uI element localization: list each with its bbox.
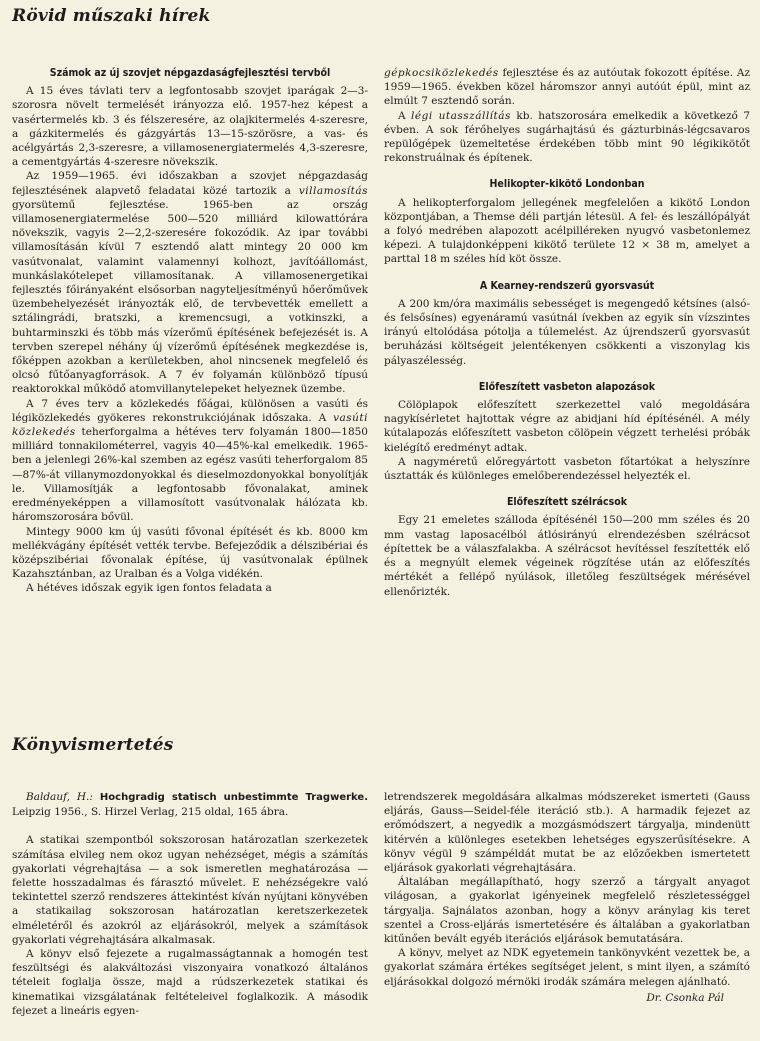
paragraph: A nagyméretű előregyártott vasbeton főtartókat a helyszínre úsztatták és különleges emelőberendezéssel helyezték el. bbox=[384, 455, 750, 483]
paragraph: A 7 éves terv a közlekedés főágai, különösen a vasúti és légiközlekedés gyökeres rekonstrukciójának időszaka. A vasúti közlekedés teherforgalma a hétéves terv folyamán 1800—1850 milliárd tonnakilométerrel, vagyis 40—45%-kal emelkedik. 1965-ben a jelenlegi 26%-kal szemben az egész vasúti teherforgalom 85—87%-át villanymozdonyokkal és dieselmozdonyokkal bonyolítják le. Villamosítják a legfontosabb fővonalakat, aminek eredményeképpen a villamosított vasútvonalak hálózata kb. háromszorosára bővül. bbox=[12, 397, 368, 524]
book-author: Baldauf, H.: bbox=[26, 791, 93, 803]
review-column-left bbox=[12, 790, 368, 1018]
paragraph: letrendszerek megoldására alkalmas módszereket ismerteti (Gauss eljárás, Gauss—Seidel-féle iteráció stb.). A harmadik fejezet az erőmódszert, a negyedik a mozgásmódszert tárgyalja, mindenütt kitérvén a különleges esetekben lehetséges egyszerűsítésekre. A könyv végül 9 számpéldát mutat be az előzőekben ismertetett eljárások gyakorlati végrehajtására. bbox=[384, 791, 750, 875]
article-heading-helicopter-port: Helikopter-kikötő Londonban bbox=[489, 178, 645, 191]
article-heading-prestressed-wind-bracing: Előfeszített szélrácsok bbox=[506, 496, 628, 509]
paragraph: A statikai szempontból sokszorosan határozatlan szerkezetek számítása elvileg nem okoz ugyan nehézséget, mégis a számítás gyakorlati végrehajtása — a sok ismeretlen meghatározása — felette hosszadalmas és fárasztó művelet. E nehézségekre való tekintettel szerző rendszeres áttekintést kíván nyújtani könyvében a statikailag sokszorosan határozatlan keretszerkezetek elméletéről és azokról az eljárásokról, melyek a számítások gyakorlati végrehajtására alkalmasak. bbox=[12, 834, 368, 946]
paragraph: Általában megállapítható, hogy szerző a tárgyalt anyagot világosan, a gyakorlat igényeinek megfelelő részletességgel tárgyalja. Sajnálatos azonban, hogy a könyv aránylag kis teret szentel a Cross-eljárás ismertetésére és általában a gyakorlatban kitűnően bevált egyéb iterációs eljárások bemutatására. bbox=[384, 876, 750, 946]
review-column-right bbox=[384, 790, 750, 1005]
news-section-title: Rövid műszaki hírek bbox=[12, 6, 211, 26]
article-heading-soviet-plan: Számok az új szovjet népgazdaságfejlesztési tervből bbox=[49, 67, 331, 79]
news-column-right bbox=[384, 66, 750, 599]
paragraph: Az 1959—1965. évi időszakban a szovjet népgazdaság fejlesztésének alapvető feladatai közé tartozik a villamosítás gyorsütemű fejlesztése. 1965-ben az ország villamosenergiatermelése 500—520 milliárd kilowattórára növekszik, vagyis 2—2,2-szeresére fokozódik. Az ipar további villamosításán kívül 7 esztendő alatt mintegy 20 000 km vasútvonalat, valamint valamennyi kolhozt, javítóállomást, munkáslakótelepet villamosítanak. A villamosenergetikai fejlesztés főirányaként elsősorban nagyteljesítményű hőerőművek üzembehelyezését irányozták elő, de tervbevették emellett a sztálingrádi, bratszki, a kremencsugi, a votkinszki, a buhtarminszki és több más vízerőmű építésének befejezését is. A tervben szerepel néhány új vízerőmű építésének megkezdése is, főképpen azokban a kerületekben, ahol nincsenek megfelelő és olcsó fűtőanyagforrások. A 7 év folyamán különböző típusú reaktorokkal működő atomvillanytelepeket helyeznek üzembe. bbox=[12, 170, 368, 396]
review-section-title: Könyvismertetés bbox=[12, 735, 174, 755]
news-column-left bbox=[12, 66, 368, 596]
reviewer-signature: Dr. Csonka Pál bbox=[646, 991, 724, 1004]
paragraph: A 15 éves távlati terv a legfontosabb szovjet iparágak 2—3-szorosra növelt termelését irányozza elő. 1957-hez képest a vasértermelés kb. 3 és félszeresére, az olajkitermelés 4-szeresre, a gázkitermelés és gázgyártás 13—15-szörösre, a vas- és acélgyártás 2,3-szeresre, a villamosenergiatermelés 4,3-szeresre, a cementgyártás 4-szeresre növekszik. bbox=[12, 85, 368, 169]
paragraph: A légi utasszállítás kb. hatszorosára emelkedik a következő 7 évben. A sok férőhelyes sugárhajtású és gázturbinás-légcsavaros repülőgépek üzemeltetése érdekében több mint 90 légikikötőt rekonstruálnak és építenek. bbox=[384, 109, 751, 165]
article-heading-kearney-railway: A Kearney-rendszerű gyorsvasút bbox=[479, 279, 655, 292]
paragraph: A hétéves időszak egyik igen fontos feladata a bbox=[26, 582, 272, 595]
paragraph: A könyv első fejezete a rugalmasságtannak a homogén test feszültségi és alakváltozási viszonyaira vonatkozó általános tételeit foglalja össze, majd a rúdszerkezetek statikai és kinematikai vizsgálatának feltételeivel foglalkozik. A második fejezet a lineáris egyen- bbox=[12, 948, 368, 1017]
article-heading-prestressed-foundations: Előfeszített vasbeton alapozások bbox=[478, 380, 656, 393]
paragraph: Egy 21 emeletes szálloda építésénél 150—200 mm széles és 20 mm vastag laposacélból átlósirányú elrendezésben szélrácsot építettek be a válaszfalakba. A szélrácsot hevítéssel feszítették elő és a megnyúlt elemek végeinek rögzítése után az előfeszítés mértékét a fellépő nyúlások, illetőleg feszültségek mérésével ellenőrizték. bbox=[384, 514, 750, 598]
paragraph: Mintegy 9000 km új vasúti fővonal építését és kb. 8000 km mellékvágány építését vették tervbe. Befejeződik a délszibériai és középszibériai fővonalak építése, új vasútvonalak épülnek Kazahsztánban, az Uralban és a Volga vidékén. bbox=[12, 525, 368, 581]
paragraph: A helikopterforgalom jellegének megfelelően a kikötő London központjában, a Themse déli partján létesül. A fel- és leszállópályát a folyó medrében alapozott acélpilléreken nyugvó vasbetonlemez képezi. A tulajdonképpeni kikötő területe 12 × 38 m, amelyet a parttal 18 m széles híd köt össze. bbox=[384, 196, 750, 266]
paragraph: A könyv, melyet az NDK egyetemein tankönyvként vezettek be, a gyakorlat számára értékes segítséget jelent, s mint ilyen, a számító eljárásokkal dolgozó mérnöki irodák számára melegen ajánlható. bbox=[384, 947, 750, 988]
paragraph: A 200 km/óra maximális sebességet is megengedő kétsínes (alsó- és felsősínes) egyenáramú vasútnál ívekben az egyik sín vízszintes irányú eltolódása pótolja a túlemelést. Az újrendszerű gyorsvasút beruházási költségeit jelentékenyen csökkenti a viszonylag kis pályaszélesség. bbox=[384, 297, 750, 367]
paragraph: gépkocsiközlekedés fejlesztése és az autóutak fokozott építése. Az 1959—1965. években közel háromszor annyi autóút épül, mint az elmúlt 7 esztendő során. bbox=[384, 67, 750, 108]
book-title: Hochgradig statisch unbestimmte Tragwerke. bbox=[99, 792, 368, 803]
paragraph: Cölöplapok előfeszített szerkezettel való megoldására nagykísérletet hajtottak végre az abidjani híd építésénél. A mély kútalapozás előfeszített vasbeton cölöpein végzett terhelési próbák kielégítő eredményt adtak. bbox=[384, 399, 750, 454]
book-citation: Baldauf, H.: Hochgradig statisch unbestimmte Tragwerke. Leipzig 1956., S. Hirzel Verlag, 215 oldal, 165 ábra. bbox=[12, 791, 368, 819]
